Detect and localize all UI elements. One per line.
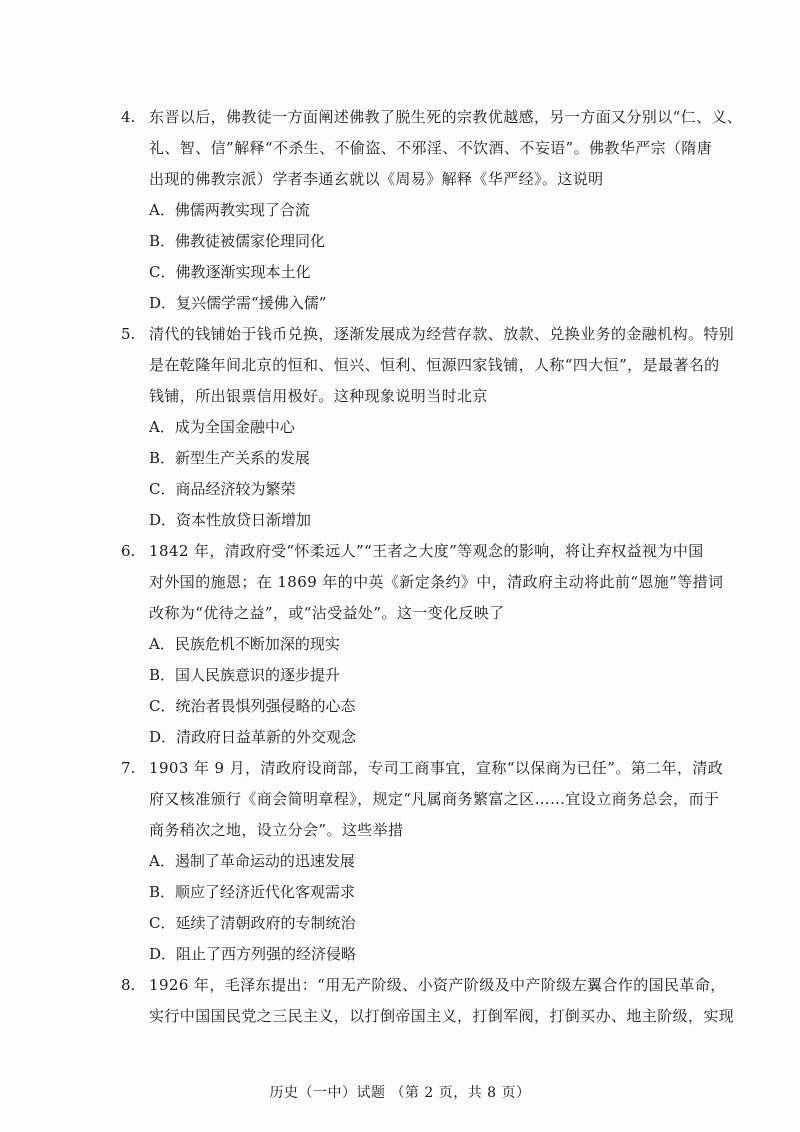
question-stem-line: 改称为“优待之益”，或“沾受益处”。这一变化反映了 [149, 604, 505, 622]
question-stem-line: 1842 年，清政府受“怀柔远人”“王者之大度”等观念的影响，将让弃权益视为中国 [149, 542, 704, 560]
option-c: C．统治者畏惧列强侵略的心态 [149, 697, 356, 715]
option-d: D．复兴儒学需“援佛入儒” [149, 294, 327, 312]
question-stem-line: 对外国的施恩；在 1869 年的中英《新定条约》中，清政府主动将此前“恩施”等措词 [149, 573, 724, 591]
option-c: C．佛教逐渐实现本土化 [149, 263, 311, 281]
question-number: 5. [121, 325, 136, 343]
question-number: 8. [121, 976, 136, 994]
option-c: C．商品经济较为繁荣 [149, 480, 296, 498]
option-b: B．新型生产关系的发展 [149, 449, 311, 467]
question-stem-line: 清代的钱铺始于钱币兑换，逐渐发展成为经营存款、放款、兑换业务的金融机构。特别 [149, 325, 735, 343]
question-stem-line: 1903 年 9 月，清政府设商部，专司工商事宜，宣称“以保商为已任”。第二年，清政 [149, 759, 724, 777]
option-b: B．国人民族意识的逐步提升 [149, 666, 341, 684]
option-b: B．佛教徒被儒家伦理同化 [149, 232, 326, 250]
question-stem-line: 商务稍次之地，设立分会”。这些举措 [149, 821, 404, 839]
question-stem-line: 出现的佛教宗派）学者李通玄就以《周易》解释《华严经》。这说明 [149, 170, 604, 188]
option-a: A．成为全国金融中心 [149, 418, 295, 436]
page-footer: 历史（一中）试题 （第 2 页，共 8 页） [269, 1085, 531, 1101]
question-stem-line: 钱铺，所出银票信用极好。这种现象说明当时北京 [149, 387, 488, 405]
option-b: B．顺应了经济近代化客观需求 [149, 883, 356, 901]
option-d: D．资本性放贷日渐增加 [149, 511, 312, 529]
option-d: D．清政府日益革新的外交观念 [149, 728, 357, 746]
option-a: A．佛儒两教实现了合流 [149, 201, 310, 219]
question-stem-line: 1926 年，毛泽东提出：“用无产阶级、小资产阶级及中产阶级左翼合作的国民革命， [149, 976, 726, 994]
question-stem-line: 东晋以后，佛教徒一方面阐述佛教了脱生死的宗教优越感，另一方面又分别以“仁、义、 [149, 108, 743, 126]
question-stem-line: 是在乾隆年间北京的恒和、恒兴、恒利、恒源四家钱铺，人称“四大恒”，是最著名的 [149, 356, 720, 374]
question-number: 4. [121, 108, 136, 126]
option-d: D．阻止了西方列强的经济侵略 [149, 945, 357, 963]
question-stem-line: 实行中国国民党之三民主义，以打倒帝国主义，打倒军阀，打倒买办、地主阶级，实现 [149, 1007, 735, 1025]
question-stem-line: 府又核准颁行《商会简明章程》，规定“凡属商务繁富之区……宜设立商务总会，而于 [149, 790, 720, 808]
option-c: C．延续了清朝政府的专制统治 [149, 914, 356, 932]
question-number: 6. [121, 542, 136, 560]
question-stem-line: 礼、智、信”解释“不杀生、不偷盗、不邪淫、不饮酒、不妄语”。佛教华严宗（隋唐 [149, 139, 713, 157]
question-number: 7. [121, 759, 136, 777]
option-a: A．民族危机不断加深的现实 [149, 635, 340, 653]
option-a: A．遏制了革命运动的迅速发展 [149, 852, 355, 870]
